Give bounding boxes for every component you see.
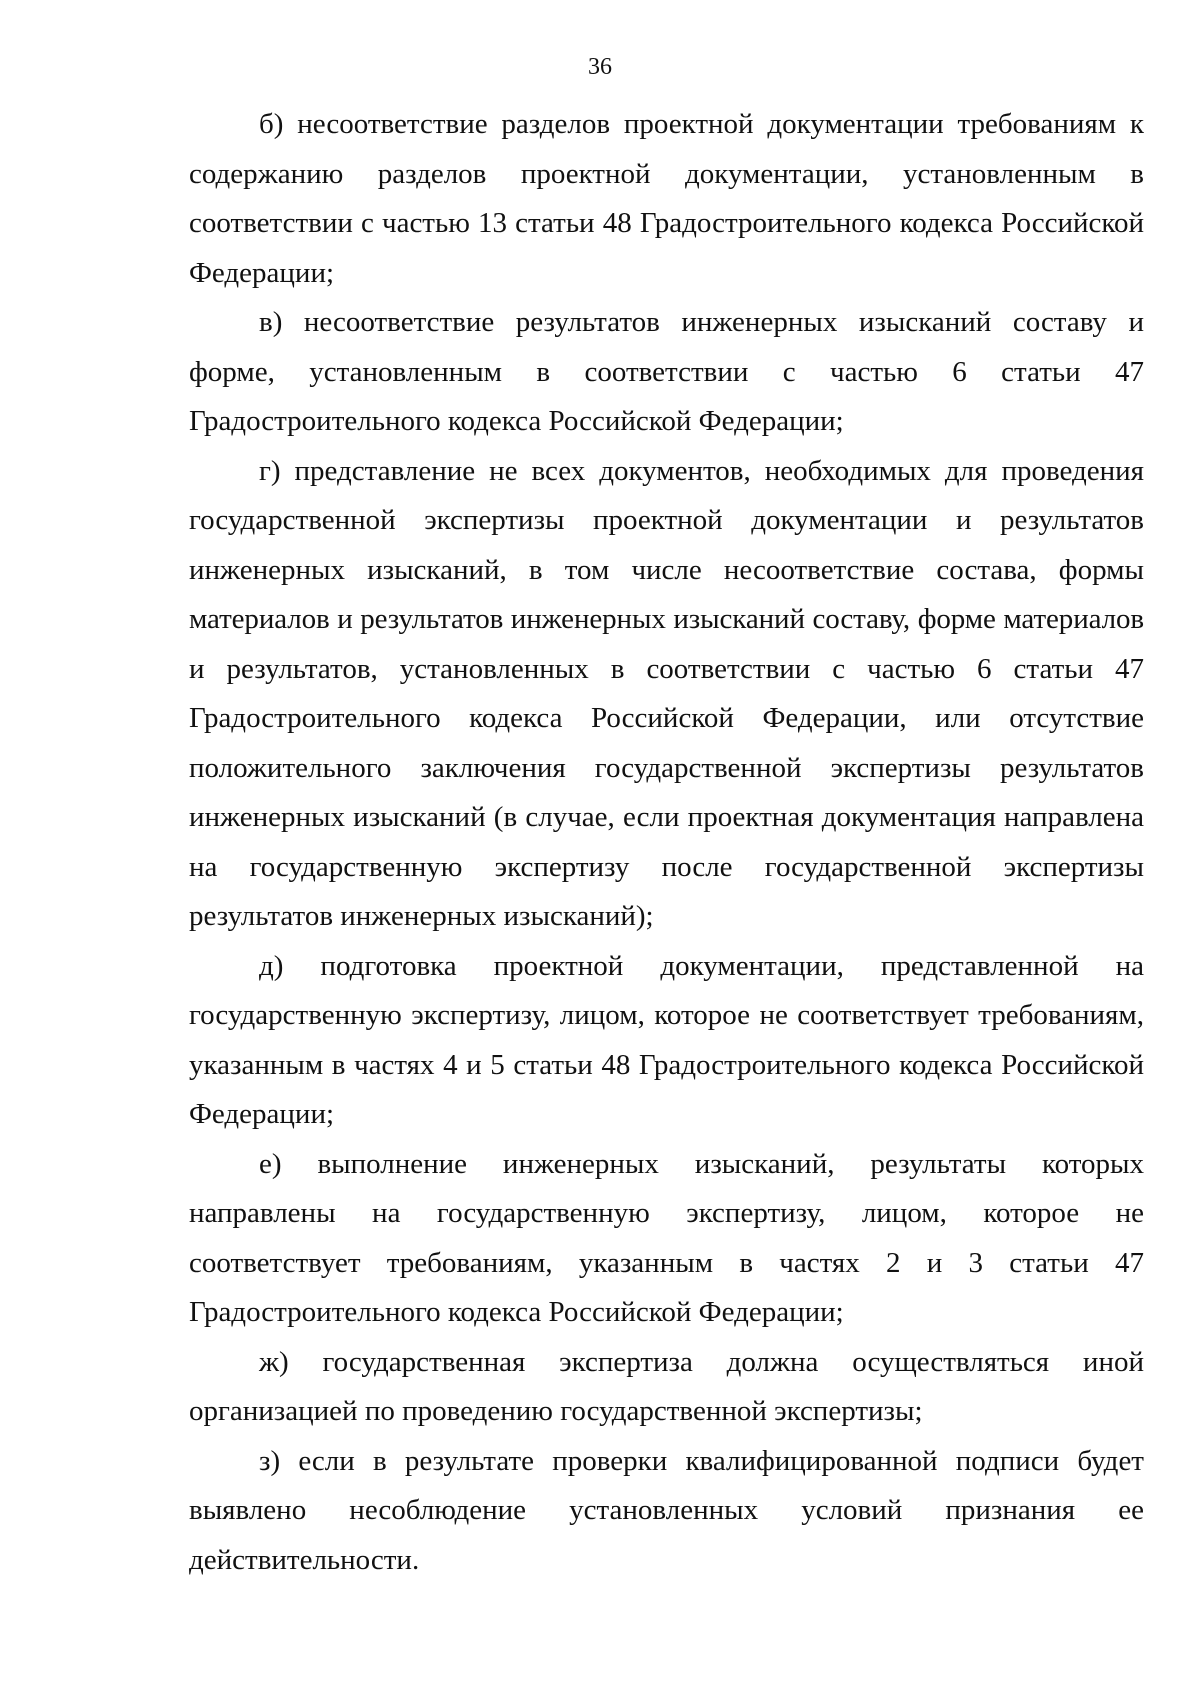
paragraph-line: на государственную экспертизу после государственной экспертизы — [189, 850, 1144, 883]
paragraph-line: Градостроительного кодекса Российской Федерации; — [189, 405, 844, 437]
paragraph-line: государственной экспертизы проектной документации и результатов — [189, 504, 1144, 536]
paragraph-line: д) подготовка проектной документации, представленной на — [259, 949, 1144, 982]
paragraph-line: государственную экспертизу, лицом, которое не соответствует требованиям, — [189, 999, 1144, 1031]
paragraph-line: инженерных изысканий, в том числе несоответствие состава, формы — [189, 553, 1144, 586]
paragraph-line: соответствует требованиям, указанным в частях 2 и 3 статьи 47 — [189, 1246, 1144, 1279]
paragraph-line: результатов инженерных изысканий); — [189, 900, 654, 932]
paragraph-line: з) если в результате проверки квалифицированной подписи будет — [259, 1444, 1144, 1477]
paragraph-line: форме, установленным в соответствии с частью 6 статьи 47 — [189, 355, 1144, 388]
paragraph-line: Федерации; — [189, 256, 335, 289]
paragraph-line: организацией по проведению государственной экспертизы; — [189, 1395, 923, 1427]
paragraph-line: указанным в частях 4 и 5 статьи 48 Градостроительного кодекса Российской — [189, 1048, 1144, 1081]
paragraph-line: б) несоответствие разделов проектной документации требованиям к — [259, 108, 1144, 140]
paragraph-line: Федерации; — [189, 1098, 335, 1130]
page-number: 36 — [588, 54, 612, 80]
paragraph-line: направлены на государственную экспертизу, лицом, которое не — [189, 1197, 1144, 1229]
paragraph-line: инженерных изысканий (в случае, если проектная документация направлена — [189, 801, 1144, 833]
paragraph-line: выявлено несоблюдение установленных условий признания ее — [189, 1494, 1144, 1526]
paragraph-line: соответствии с частью 13 статьи 48 Градостроительного кодекса Российской — [189, 207, 1144, 239]
paragraph-v — [189, 298, 1144, 447]
paragraph-e — [189, 1140, 1144, 1338]
paragraph-d — [189, 942, 1144, 1140]
paragraph-line: содержанию разделов проектной документации, установленным в — [189, 157, 1144, 190]
paragraph-line: действительности. — [189, 1543, 420, 1576]
paragraph-line: материалов и результатов инженерных изысканий составу, форме материалов — [189, 603, 1144, 635]
document-body — [189, 100, 1144, 1585]
paragraph-b — [189, 100, 1144, 298]
paragraph-line: Градостроительного кодекса Российской Федерации, или отсутствие — [189, 702, 1144, 734]
paragraph-zh — [189, 1338, 1144, 1437]
paragraph-line: е) выполнение инженерных изысканий, результаты которых — [259, 1147, 1144, 1180]
paragraph-line: в) несоответствие результатов инженерных изысканий составу и — [259, 306, 1144, 338]
paragraph-line: ж) государственная экспертиза должна осуществляться иной — [259, 1345, 1144, 1378]
paragraph-line: г) представление не всех документов, необходимых для проведения — [259, 454, 1144, 487]
paragraph-line: положительного заключения государственной экспертизы результатов — [189, 751, 1144, 784]
paragraph-line: и результатов, установленных в соответствии с частью 6 статьи 47 — [189, 652, 1144, 685]
paragraph-g — [189, 447, 1144, 942]
paragraph-line: Градостроительного кодекса Российской Федерации; — [189, 1296, 844, 1328]
paragraph-z — [189, 1437, 1144, 1586]
